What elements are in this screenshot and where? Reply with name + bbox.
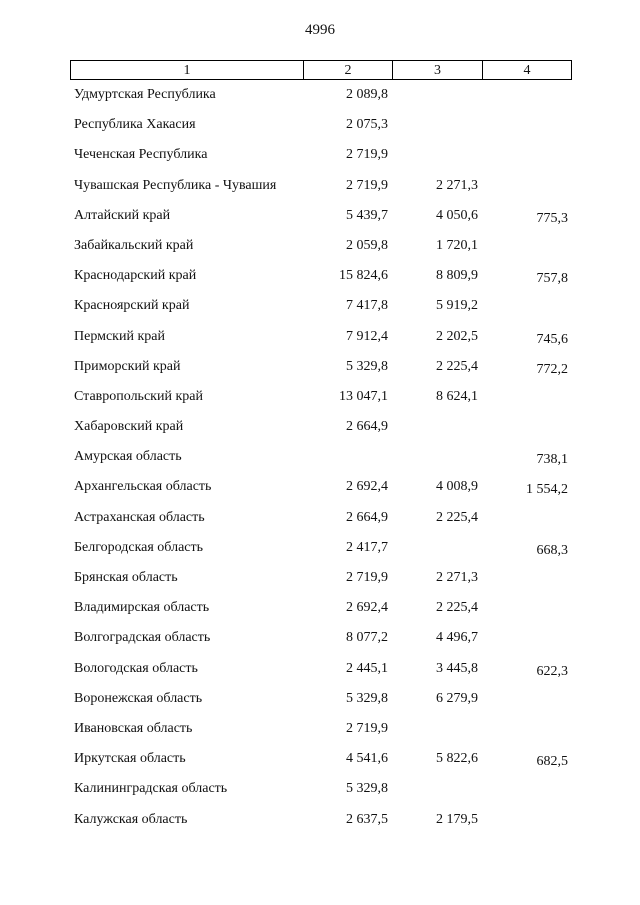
value-col-3: 4 496,7 bbox=[436, 630, 478, 646]
table-row bbox=[0, 595, 640, 625]
region-name: Амурская область bbox=[74, 449, 182, 465]
region-name: Брянская область bbox=[74, 570, 178, 585]
region-name: Хабаровский край bbox=[74, 419, 184, 435]
region-name: Пермский край bbox=[74, 328, 165, 344]
region-name: Воронежская область bbox=[74, 690, 203, 706]
value-col-4: 1 554,2 bbox=[526, 482, 568, 498]
value-col-4: 622,3 bbox=[536, 663, 568, 679]
table-row bbox=[0, 324, 640, 354]
value-col-3: 2 225,4 bbox=[436, 358, 478, 374]
page-number: 4996 bbox=[305, 22, 335, 38]
value-col-2: 7 912,4 bbox=[346, 328, 388, 344]
region-name: Архангельская область bbox=[74, 479, 212, 495]
column-header-2: 2 bbox=[303, 61, 392, 79]
table-row bbox=[0, 203, 640, 233]
region-name: Владимирская область bbox=[74, 600, 210, 616]
region-name: Калининградская область bbox=[74, 781, 228, 797]
value-col-3: 2 179,5 bbox=[436, 811, 478, 827]
table-row bbox=[0, 354, 640, 384]
value-col-3: 3 445,8 bbox=[436, 660, 478, 676]
table-row bbox=[0, 263, 640, 293]
value-col-4: 757,8 bbox=[536, 271, 568, 287]
value-col-4: 682,5 bbox=[536, 754, 568, 770]
table-row bbox=[0, 535, 640, 565]
value-col-2: 15 824,6 bbox=[339, 268, 388, 284]
region-name: Калужская область bbox=[74, 811, 188, 827]
table-row bbox=[0, 746, 640, 776]
region-name: Ивановская область bbox=[74, 720, 193, 736]
table-row bbox=[0, 776, 640, 806]
value-col-2: 8 077,2 bbox=[346, 630, 388, 646]
value-col-2: 2 719,9 bbox=[346, 147, 388, 163]
value-col-2: 2 664,9 bbox=[346, 419, 388, 435]
region-name: Республика Хакасия bbox=[74, 117, 196, 133]
value-col-2: 2 059,8 bbox=[346, 237, 388, 253]
value-col-3: 1 720,1 bbox=[436, 237, 478, 253]
value-col-4: 772,2 bbox=[536, 361, 568, 377]
table-row bbox=[0, 173, 640, 203]
column-header-1: 1 bbox=[183, 63, 191, 78]
value-col-2: 13 047,1 bbox=[339, 388, 388, 404]
value-col-2: 2 417,7 bbox=[346, 539, 388, 555]
region-name: Приморский край bbox=[74, 358, 181, 374]
table-row bbox=[0, 565, 640, 595]
table-row bbox=[0, 444, 640, 474]
table-header bbox=[70, 60, 572, 80]
value-col-3: 2 271,3 bbox=[436, 570, 478, 585]
value-col-2: 2 637,5 bbox=[346, 811, 388, 827]
value-col-2: 5 329,8 bbox=[346, 781, 388, 797]
value-col-4: 738,1 bbox=[536, 452, 568, 468]
region-name: Астраханская область bbox=[74, 509, 205, 525]
table-row bbox=[0, 384, 640, 414]
table-row bbox=[0, 625, 640, 655]
value-col-2: 4 541,6 bbox=[346, 751, 388, 767]
table-body bbox=[0, 82, 640, 837]
value-col-2: 2 089,8 bbox=[346, 87, 388, 102]
region-name: Волгоградская область bbox=[74, 630, 211, 646]
region-name: Краснодарский край bbox=[74, 268, 197, 284]
value-col-2: 5 439,7 bbox=[346, 207, 388, 223]
region-name: Забайкальский край bbox=[74, 237, 194, 253]
value-col-3: 6 279,9 bbox=[436, 690, 478, 706]
table-row bbox=[0, 807, 640, 837]
region-name: Удмуртская Республика bbox=[74, 87, 216, 102]
value-col-3: 2 202,5 bbox=[436, 328, 478, 344]
value-col-3: 8 809,9 bbox=[436, 268, 478, 284]
column-header-3: 3 bbox=[392, 61, 482, 79]
table-row bbox=[0, 686, 640, 716]
region-name: Алтайский край bbox=[74, 207, 171, 223]
table-row bbox=[0, 293, 640, 323]
value-col-2: 2 719,9 bbox=[346, 570, 388, 585]
value-col-2: 2 692,4 bbox=[346, 479, 388, 495]
value-col-4: 668,3 bbox=[536, 542, 568, 558]
region-name: Чувашская Республика - Чувашия bbox=[74, 177, 277, 193]
value-col-2: 2 445,1 bbox=[346, 660, 388, 676]
value-col-2: 2 692,4 bbox=[346, 600, 388, 616]
value-col-2: 5 329,8 bbox=[346, 690, 388, 706]
column-header-4: 4 bbox=[482, 61, 571, 79]
value-col-3: 2 225,4 bbox=[436, 600, 478, 616]
table-row bbox=[0, 414, 640, 444]
value-col-2: 2 719,9 bbox=[346, 720, 388, 736]
table-row bbox=[0, 142, 640, 172]
table-row bbox=[0, 474, 640, 504]
value-col-3: 2 271,3 bbox=[436, 177, 478, 193]
region-name: Иркутская область bbox=[74, 751, 186, 767]
value-col-4: 775,3 bbox=[536, 210, 568, 226]
region-name: Белгородская область bbox=[74, 539, 204, 555]
value-col-2: 2 719,9 bbox=[346, 177, 388, 193]
value-col-2: 2 075,3 bbox=[346, 117, 388, 133]
value-col-3: 4 050,6 bbox=[436, 207, 478, 223]
region-name: Чеченская Республика bbox=[74, 147, 208, 163]
value-col-3: 8 624,1 bbox=[436, 388, 478, 404]
value-col-2: 5 329,8 bbox=[346, 358, 388, 374]
region-name: Красноярский край bbox=[74, 298, 190, 314]
value-col-4: 745,6 bbox=[536, 331, 568, 347]
value-col-3: 5 822,6 bbox=[436, 751, 478, 767]
table-row bbox=[0, 656, 640, 686]
table-row bbox=[0, 82, 640, 112]
value-col-3: 4 008,9 bbox=[436, 479, 478, 495]
region-name: Вологодская область bbox=[74, 660, 198, 676]
value-col-2: 2 664,9 bbox=[346, 509, 388, 525]
value-col-2: 7 417,8 bbox=[346, 298, 388, 314]
table-row bbox=[0, 233, 640, 263]
region-name: Ставропольский край bbox=[74, 388, 203, 404]
table-row bbox=[0, 112, 640, 142]
table-row bbox=[0, 716, 640, 746]
value-col-3: 2 225,4 bbox=[436, 509, 478, 525]
value-col-3: 5 919,2 bbox=[436, 298, 478, 314]
table-row bbox=[0, 505, 640, 535]
